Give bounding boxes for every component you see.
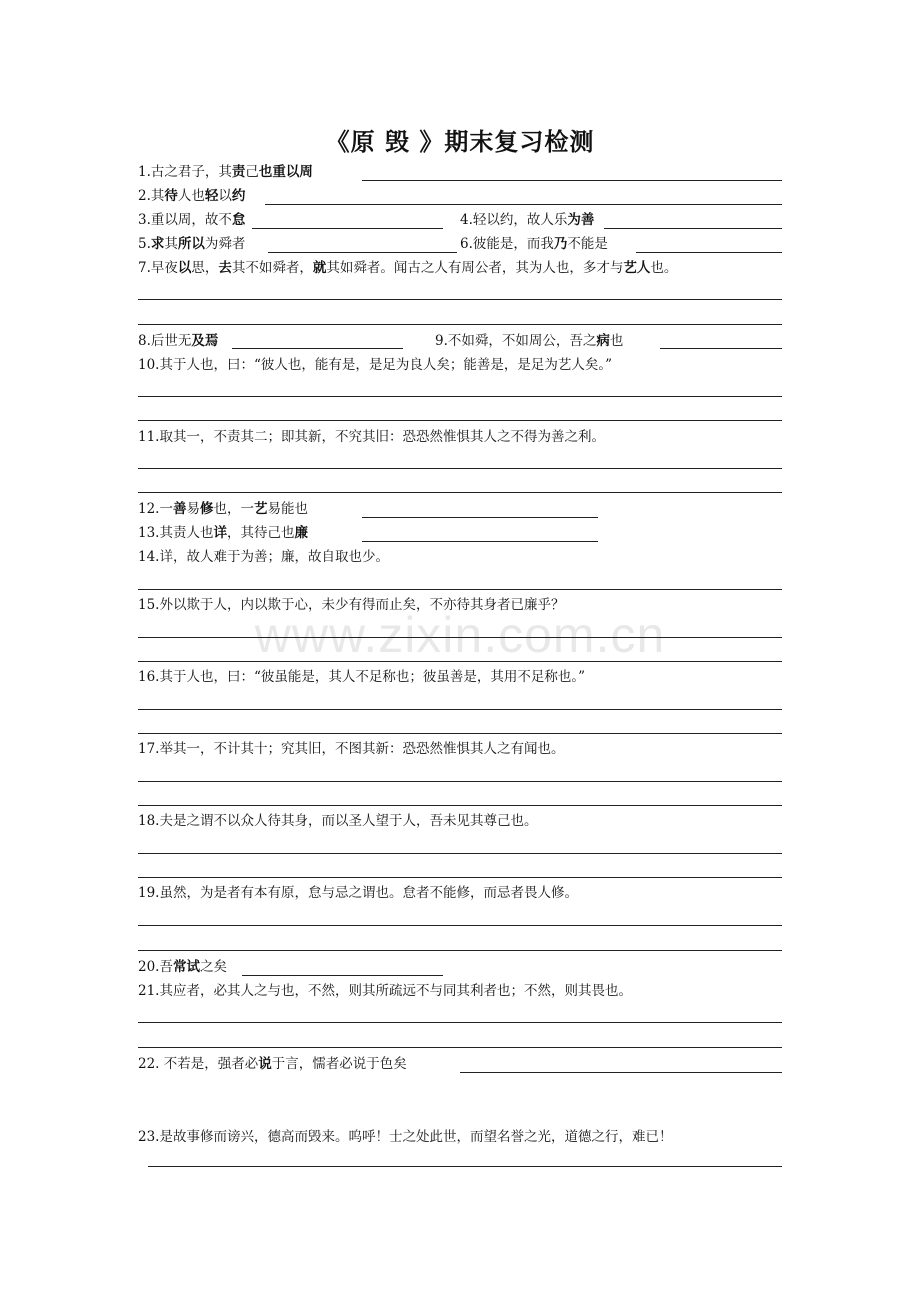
question-text: 22. 不若是，强者必 <box>138 1056 259 1072</box>
question-9 <box>435 332 623 350</box>
question-text: 其不如舜者， <box>231 260 313 276</box>
question-text: 9.不如舜，不如周公，吾之 <box>435 333 597 349</box>
highlighted-term: 病 <box>596 333 610 349</box>
answer-blank-line[interactable] <box>138 781 782 782</box>
answer-blank-line[interactable] <box>660 348 782 349</box>
question-text: 也，一 <box>213 501 254 517</box>
answer-blank-line[interactable] <box>604 228 782 229</box>
answer-blank-line[interactable] <box>138 589 782 590</box>
question-text: 21.其应者，必其人之与也，不然，则其所疏远不与同其利者也；不然，则其畏也。 <box>138 983 632 999</box>
answer-blank-line[interactable] <box>138 709 782 710</box>
question-6 <box>460 235 608 253</box>
question-text: 人也 <box>177 188 205 204</box>
highlighted-term: 为善 <box>567 212 595 228</box>
question-text: 12.一 <box>138 501 173 517</box>
question-text: 其 <box>164 236 178 252</box>
answer-blank-line[interactable] <box>138 468 782 469</box>
highlighted-term: 责 <box>231 164 246 180</box>
question-15 <box>138 596 564 614</box>
question-11 <box>138 428 605 446</box>
question-text: 也。 <box>650 260 678 276</box>
question-22 <box>138 1055 407 1073</box>
answer-blank-line[interactable] <box>138 925 782 926</box>
question-text: 5. <box>138 236 151 252</box>
highlighted-term: 待 <box>164 188 178 204</box>
highlighted-term: 常试 <box>172 959 200 975</box>
question-text: 17.举其一，不计其十；究其旧，不图其新：恐恐然惟惧其人之有闻也。 <box>138 741 565 757</box>
question-3 <box>138 211 245 229</box>
question-text: 为舜者 <box>204 236 246 252</box>
question-text: 14.详，故人难于为善；廉，故自取也少。 <box>138 549 389 565</box>
highlighted-term: 乃 <box>553 236 568 252</box>
question-text: 4.轻以约，故人乐 <box>460 212 568 228</box>
highlighted-term: 艺 <box>253 501 268 517</box>
question-7 <box>138 259 677 277</box>
highlighted-term: 详 <box>213 525 227 541</box>
question-text: 11.取其一，不责其二；即其新，不究其旧：恐恐然惟惧其人之不得为善之利。 <box>138 429 605 445</box>
question-12 <box>138 500 308 518</box>
question-text: 其如舜者。闻古之人有周公者，其为人也，多才与 <box>326 260 624 276</box>
answer-blank-line[interactable] <box>138 324 782 325</box>
question-text: 2.其 <box>138 188 165 204</box>
answer-blank-line[interactable] <box>138 299 782 300</box>
question-text: 思， <box>191 260 219 276</box>
question-text: 16.其于人也，曰：“彼虽能是，其人不足称也；彼虽善是，其用不足称也。” <box>138 669 586 685</box>
question-text: 23.是故事修而谤兴，德高而毁来。呜呼！士之处此世，而望名誉之光，道德之行，难已！ <box>138 1129 673 1145</box>
answer-blank-line[interactable] <box>265 204 782 205</box>
question-8 <box>138 332 218 350</box>
question-text: 18.夫是之谓不以众人待其身，而以圣人望于人，吾未见其尊己也。 <box>138 813 538 829</box>
highlighted-term: 约 <box>231 188 246 204</box>
highlighted-term: 修 <box>199 501 214 517</box>
highlighted-term: 所以 <box>177 236 205 252</box>
question-text: 也 <box>609 333 624 349</box>
question-text: 13.其责人也 <box>138 525 214 541</box>
question-19 <box>138 884 578 902</box>
answer-blank-line[interactable] <box>138 805 782 806</box>
highlighted-term: 也重以周 <box>258 164 313 180</box>
question-10 <box>138 356 612 374</box>
question-21 <box>138 982 632 1000</box>
answer-blank-line[interactable] <box>138 396 782 397</box>
question-text: 1.古之君子，其 <box>138 164 232 180</box>
answer-blank-line[interactable] <box>138 661 782 662</box>
question-text: 8.后世无 <box>138 333 192 349</box>
answer-blank-line[interactable] <box>242 975 443 976</box>
answer-blank-line[interactable] <box>362 517 598 518</box>
question-1 <box>138 163 313 181</box>
answer-blank-line[interactable] <box>636 252 782 253</box>
answer-blank-line[interactable] <box>232 348 403 349</box>
answer-blank-line[interactable] <box>138 1047 782 1048</box>
question-20 <box>138 958 227 976</box>
highlighted-term: 艺人 <box>623 260 651 276</box>
question-text: 3.重以周，故不 <box>138 212 232 228</box>
question-16 <box>138 668 585 686</box>
answer-blank-line[interactable] <box>460 1072 782 1073</box>
answer-blank-line[interactable] <box>138 853 782 854</box>
question-14 <box>138 548 389 566</box>
question-13 <box>138 524 308 542</box>
answer-blank-line[interactable] <box>362 541 598 542</box>
answer-blank-line[interactable] <box>138 950 782 951</box>
question-text: 之矣 <box>199 959 227 975</box>
highlighted-term: 以 <box>177 260 192 276</box>
answer-blank-line[interactable] <box>138 637 782 638</box>
watermark: www.zixin.com.cn <box>254 607 666 663</box>
answer-blank-line[interactable] <box>362 180 782 181</box>
question-text: 于言，懦者必说于色矣 <box>271 1056 407 1072</box>
answer-blank-line[interactable] <box>148 1166 782 1167</box>
highlighted-term: 善 <box>172 501 187 517</box>
highlighted-term: 怠 <box>231 212 246 228</box>
highlighted-term: 去 <box>218 260 232 276</box>
question-text: 不能是 <box>567 236 608 252</box>
question-text: 己 <box>245 164 259 180</box>
question-17 <box>138 740 564 758</box>
answer-blank-line[interactable] <box>138 420 782 421</box>
question-text: 易 <box>186 501 200 517</box>
answer-blank-line[interactable] <box>138 492 782 493</box>
question-23 <box>138 1128 672 1146</box>
question-text: 10.其于人也，曰：“彼人也，能有是，是足为良人矣；能善是，是足为艺人矣。” <box>138 357 613 373</box>
highlighted-term: 轻 <box>204 188 219 204</box>
question-4 <box>460 211 594 229</box>
question-text: 19.虽然，为是者有本有原，怠与忌之谓也。怠者不能修，而忌者畏人修。 <box>138 885 578 901</box>
question-text: 6.彼能是，而我 <box>460 236 554 252</box>
question-text: 15.外以欺于人，内以欺于心，未少有得而止矣，不亦待其身者已廉乎？ <box>138 597 565 613</box>
answer-blank-line[interactable] <box>252 228 443 229</box>
question-text: 7.早夜 <box>138 260 178 276</box>
question-text: 易能也 <box>267 501 308 517</box>
page-title: 《原 毁 》期末复习检测 <box>325 128 595 156</box>
question-text: 以 <box>218 188 232 204</box>
answer-blank-line[interactable] <box>138 1022 782 1023</box>
question-18 <box>138 812 537 830</box>
answer-blank-line[interactable] <box>268 252 457 253</box>
answer-blank-line[interactable] <box>138 877 782 878</box>
highlighted-term: 廉 <box>294 525 308 541</box>
question-5 <box>138 235 245 253</box>
highlighted-term: 及焉 <box>191 333 219 349</box>
highlighted-term: 就 <box>312 260 327 276</box>
question-text: 20.吾 <box>138 959 173 975</box>
highlighted-term: 说 <box>258 1056 272 1072</box>
question-text: ，其待己也 <box>226 525 295 541</box>
question-2 <box>138 187 245 205</box>
highlighted-term: 求 <box>150 236 165 252</box>
answer-blank-line[interactable] <box>138 733 782 734</box>
